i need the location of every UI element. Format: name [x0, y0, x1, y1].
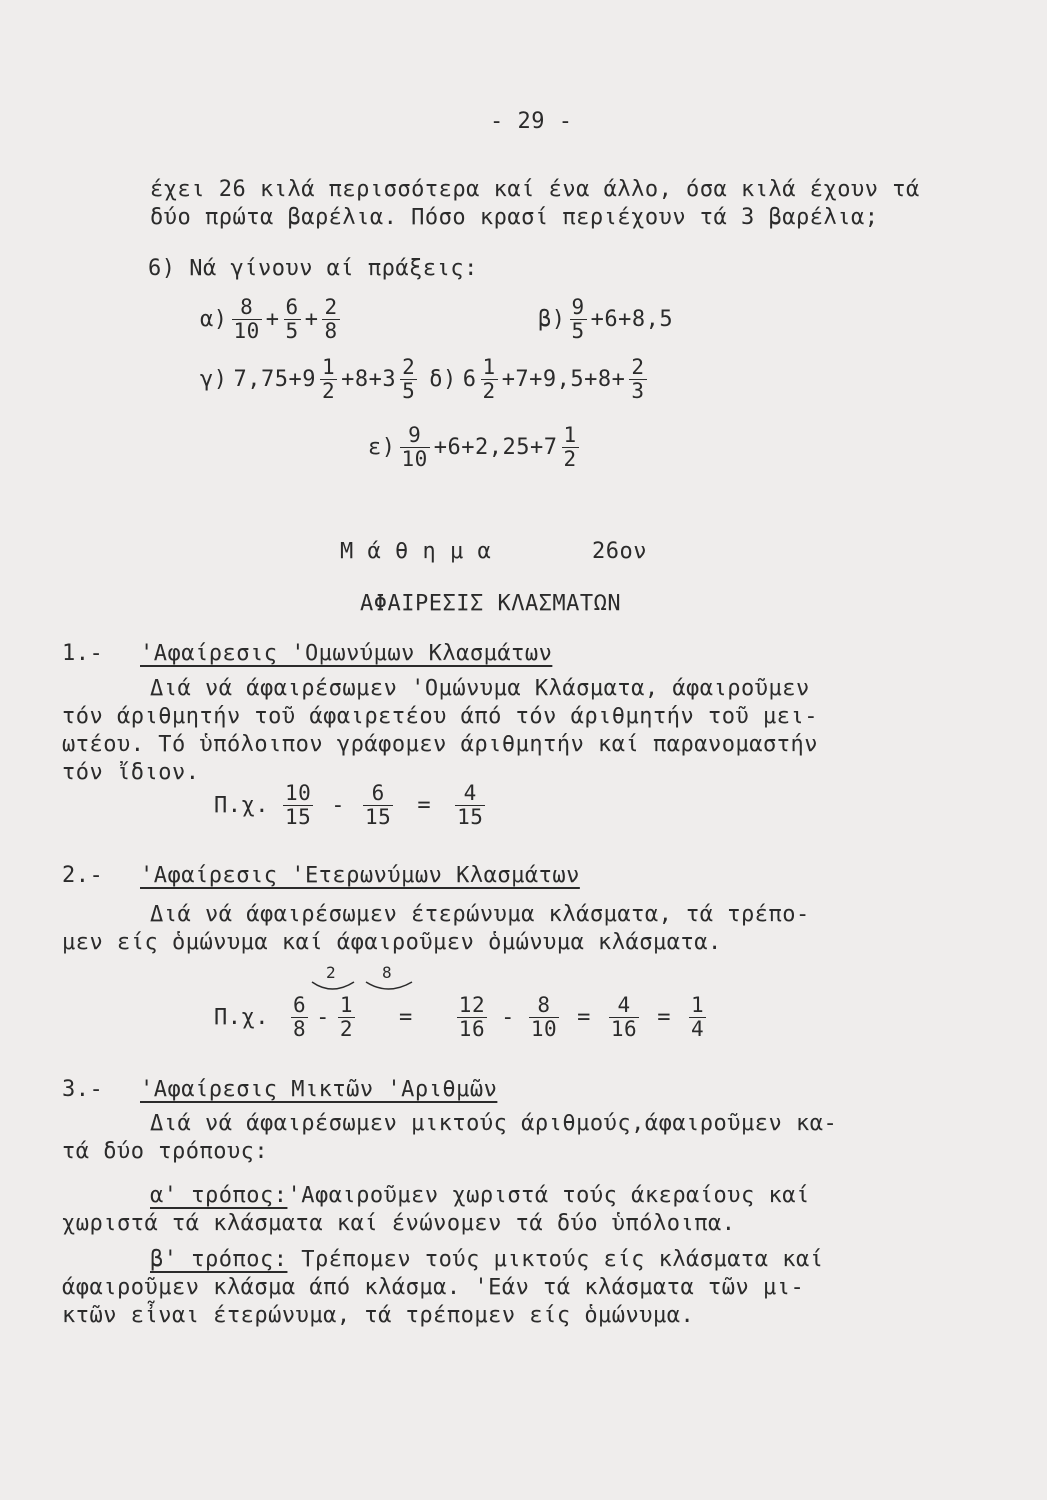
fraction: $\frac{2}{8}$: [324, 295, 338, 343]
operator: +: [304, 306, 319, 332]
section-1-line-4: τόν ἴδιον.: [62, 760, 200, 785]
section-1-title: 'Αφαίρεσις 'Ομωνύμων Κλασμάτων: [140, 641, 553, 666]
lesson-label: Μ ά θ η μ α: [340, 539, 492, 564]
lcm-arcs: [308, 962, 418, 996]
fraction: $\frac{4}{15}$: [457, 781, 484, 829]
method-b-text: Τρέπομεν τούς μικτούς είς κλάσματα καί: [287, 1247, 824, 1272]
section-1-example: [214, 782, 489, 829]
intro-line-1: έχει 26 κιλά περισσότερα καί ένα άλλο, όσα κιλά έχουν τά: [150, 177, 920, 202]
method-a-text: 'Αφαιροῦμεν χωριστά τούς άκεραίους καί: [287, 1183, 810, 1208]
section-2-title: 'Αφαίρεσις 'Ετερωνύμων Κλασμάτων: [140, 863, 580, 888]
fraction: $\frac{10}{15}$: [284, 781, 312, 829]
section-2-line-2: μεν είς ὁμώνυμα καί άφαιροῦμεν ὁμώνυμα κλάσματα.: [62, 930, 722, 955]
section-3-title: 'Αφαίρεσις Μικτῶν 'Αριθμῶν: [140, 1077, 498, 1102]
intro-line-2: δύο πρώτα βαρέλια. Πόσο κρασί περιέχουν τά 3 βαρέλια;: [150, 205, 879, 230]
method-a-label: α' τρόπος:: [150, 1183, 288, 1208]
exercise-b: [538, 296, 673, 343]
fraction: $\frac{6}{8}$: [292, 993, 307, 1041]
section-1-number: 1.-: [62, 641, 104, 666]
section-3-line-2: τά δύο τρόπους:: [62, 1139, 269, 1164]
expression-text: 6: [462, 366, 477, 392]
example-label: Π.χ.: [214, 792, 269, 818]
fraction: $\frac{8}{10}$: [530, 993, 558, 1041]
expression-text: +6+2,25+7: [433, 434, 558, 460]
example-label: Π.χ.: [214, 1004, 269, 1030]
fraction: $\frac{2}{3}$: [631, 355, 645, 403]
exercise-b-label: β): [538, 306, 566, 332]
method-a-line-2: χωριστά τά κλάσματα καί ένώνομεν τά δύο ὑπόλοιπα.: [62, 1211, 736, 1236]
arc-label: 8: [382, 963, 392, 982]
section-1-line-1: Διά νά άφαιρέσωμεν 'Ομώνυμα Κλάσματα, άφαιροῦμεν: [150, 676, 810, 701]
fraction: $\frac{2}{5}$: [402, 355, 416, 403]
operator: -: [316, 1004, 330, 1030]
fraction: $\frac{1}{2}$: [482, 355, 496, 403]
fraction: $\frac{4}{16}$: [610, 993, 638, 1041]
lesson-number: 26ον: [592, 539, 647, 564]
arc-label: 2: [326, 963, 336, 982]
operator: =: [657, 1004, 671, 1030]
exercise-g-label: γ): [200, 366, 228, 392]
expression-text: +7+9,5+8+: [501, 366, 626, 392]
section-2-line-1: Διά νά άφαιρέσωμεν έτερώνυμα κλάσματα, τά τρέπο-: [150, 902, 810, 927]
fraction: $\frac{8}{10}$: [233, 295, 260, 343]
exercise-e: [368, 424, 583, 471]
operator: =: [399, 1004, 413, 1030]
exercise-6-heading: 6) Νά γίνουν αί πράξεις:: [148, 256, 478, 281]
exercise-g: [200, 356, 651, 403]
method-b-label: β' τρόπος:: [150, 1247, 288, 1272]
fraction: $\frac{9}{10}$: [401, 423, 428, 471]
exercise-e-label: ε): [368, 434, 396, 460]
fraction: $\frac{1}{2}$: [321, 355, 336, 403]
lesson-title: ΑΦΑΙΡΕΣΙΣ ΚΛΑΣΜΑΤΩΝ: [360, 591, 622, 616]
operator: =: [417, 792, 432, 818]
fraction: $\frac{12}{16}$: [458, 993, 486, 1041]
exercise-a: [200, 296, 344, 343]
expression-text: +6+8,5: [590, 306, 674, 332]
section-2-example: [214, 994, 710, 1041]
method-b: [150, 1246, 824, 1274]
fraction: $\frac{1}{2}$: [563, 423, 577, 471]
method-a: [150, 1182, 810, 1210]
page-number: - 29 -: [490, 109, 573, 134]
section-2-number: 2.-: [62, 863, 104, 888]
section-1-line-2: τόν άριθμητήν τοῦ άφαιρετέου άπό τόν άριθμητήν τοῦ μει-: [62, 704, 818, 729]
expression-text: 7,75+9: [233, 366, 316, 392]
exercise-d-label: δ): [429, 366, 457, 392]
method-b-line-3: κτῶν εἶναι έτερώνυμα, τά τρέπομεν είς ὁμώνυμα.: [62, 1303, 695, 1328]
expression-text: +8+3: [341, 366, 397, 392]
exercise-a-label: α): [200, 306, 228, 332]
fraction: $\frac{9}{5}$: [571, 295, 585, 343]
fraction: $\frac{1}{2}$: [339, 993, 354, 1041]
method-b-line-2: άφαιροῦμεν κλάσμα άπό κλάσμα. 'Εάν τά κλάσματα τῶν μι-: [62, 1275, 805, 1300]
section-3-line-1: Διά νά άφαιρέσωμεν μικτούς άριθμούς,άφαιροῦμεν κα-: [150, 1111, 838, 1136]
section-3-number: 3.-: [62, 1077, 104, 1102]
fraction: $\frac{6}{15}$: [365, 781, 392, 829]
operator: -: [331, 792, 346, 818]
operator: =: [577, 1004, 591, 1030]
section-1-line-3: ωτέου. Τό ὑπόλοιπον γράφομεν άριθμητήν καί παρανομαστήν: [62, 732, 818, 757]
operator: -: [501, 1004, 515, 1030]
operator: +: [265, 306, 280, 332]
fraction: $\frac{6}{5}$: [285, 295, 299, 343]
fraction: $\frac{1}{4}$: [690, 993, 705, 1041]
